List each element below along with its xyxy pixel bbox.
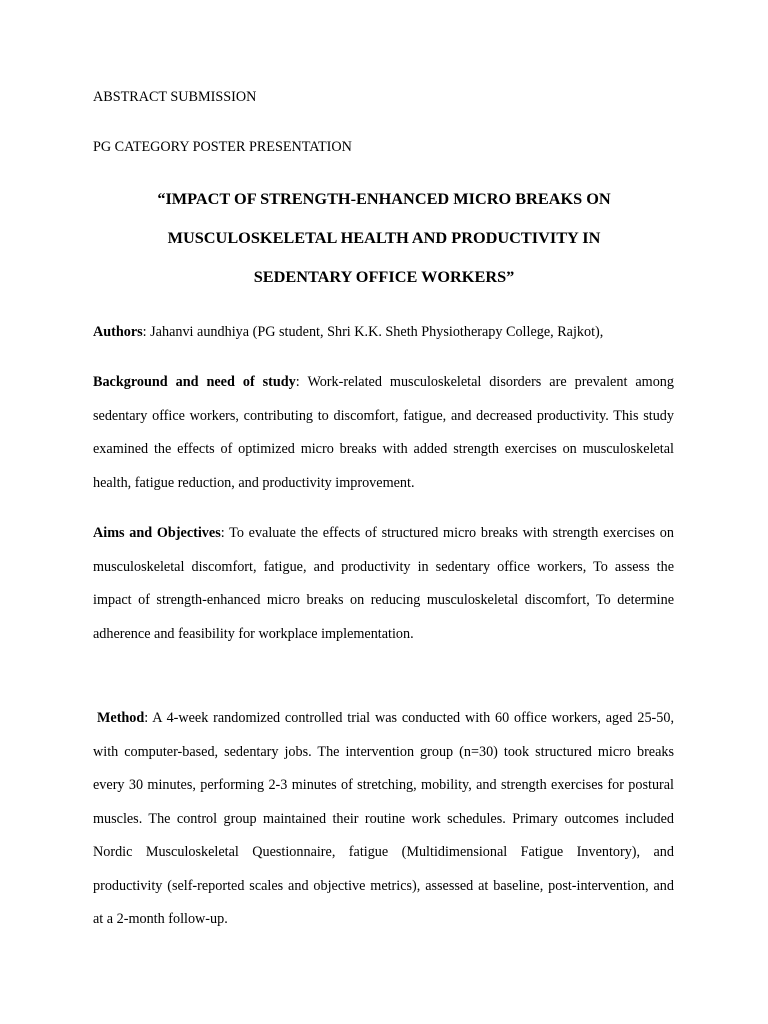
authors-text: : Jahanvi aundhiya (PG student, Shri K.K. Sheth Physiotherapy College, Rajkot),	[142, 324, 604, 340]
authors-label: Authors	[93, 324, 143, 340]
method-text: : A 4-week randomized controlled trial was conducted with 60 office workers, aged 25-50, with computer-based, sedentary jobs. The intervention group (n=30) took structured micro breaks every 30 minutes, performing 2-3 minutes of stretching, mobility, and strength exercises for postural muscles. The control group maintained their routine work schedules. Primary outcomes included Nordic Musculoskeletal Questionnaire, fatigue (Multidimensional Fatigue Inventory), and productivity (self-reported scales and objective metrics), assessed at baseline, post-intervention, and at a 2-month follow-up.	[93, 710, 674, 927]
title-line-2: MUSCULOSKELETAL HEALTH AND PRODUCTIVITY IN	[167, 228, 601, 247]
background-text: : Work-related musculoskeletal disorders are prevalent among sedentary office workers, contributing to discomfort, fatigue, and decreased productivity. This study examined the effects of optimized micro breaks with added strength exercises on musculoskeletal health, fatigue reduction, and productivity improvement.	[93, 374, 674, 491]
aims-paragraph	[93, 517, 674, 651]
method-paragraph	[93, 702, 674, 937]
background-paragraph	[93, 366, 674, 500]
submission-heading: ABSTRACT SUBMISSION	[93, 89, 257, 105]
aims-text: : To evaluate the effects of structured micro breaks with strength exercises on musculoskeletal discomfort, fatigue, and productivity in sedentary office workers, To assess the impact of strength-enhanced micro breaks on reducing musculoskeletal discomfort, To determine adherence and feasibility for workplace implementation.	[93, 525, 674, 642]
authors-line	[93, 325, 603, 339]
category-heading: PG CATEGORY POSTER PRESENTATION	[93, 139, 352, 155]
background-label: Background and need of study	[93, 374, 296, 390]
aims-label: Aims and Objectives	[93, 525, 221, 541]
title-line-3: SEDENTARY OFFICE WORKERS”	[253, 267, 515, 286]
method-label: Method	[97, 710, 145, 726]
title-line-1: “IMPACT OF STRENGTH-ENHANCED MICRO BREAKS ON	[157, 189, 611, 208]
